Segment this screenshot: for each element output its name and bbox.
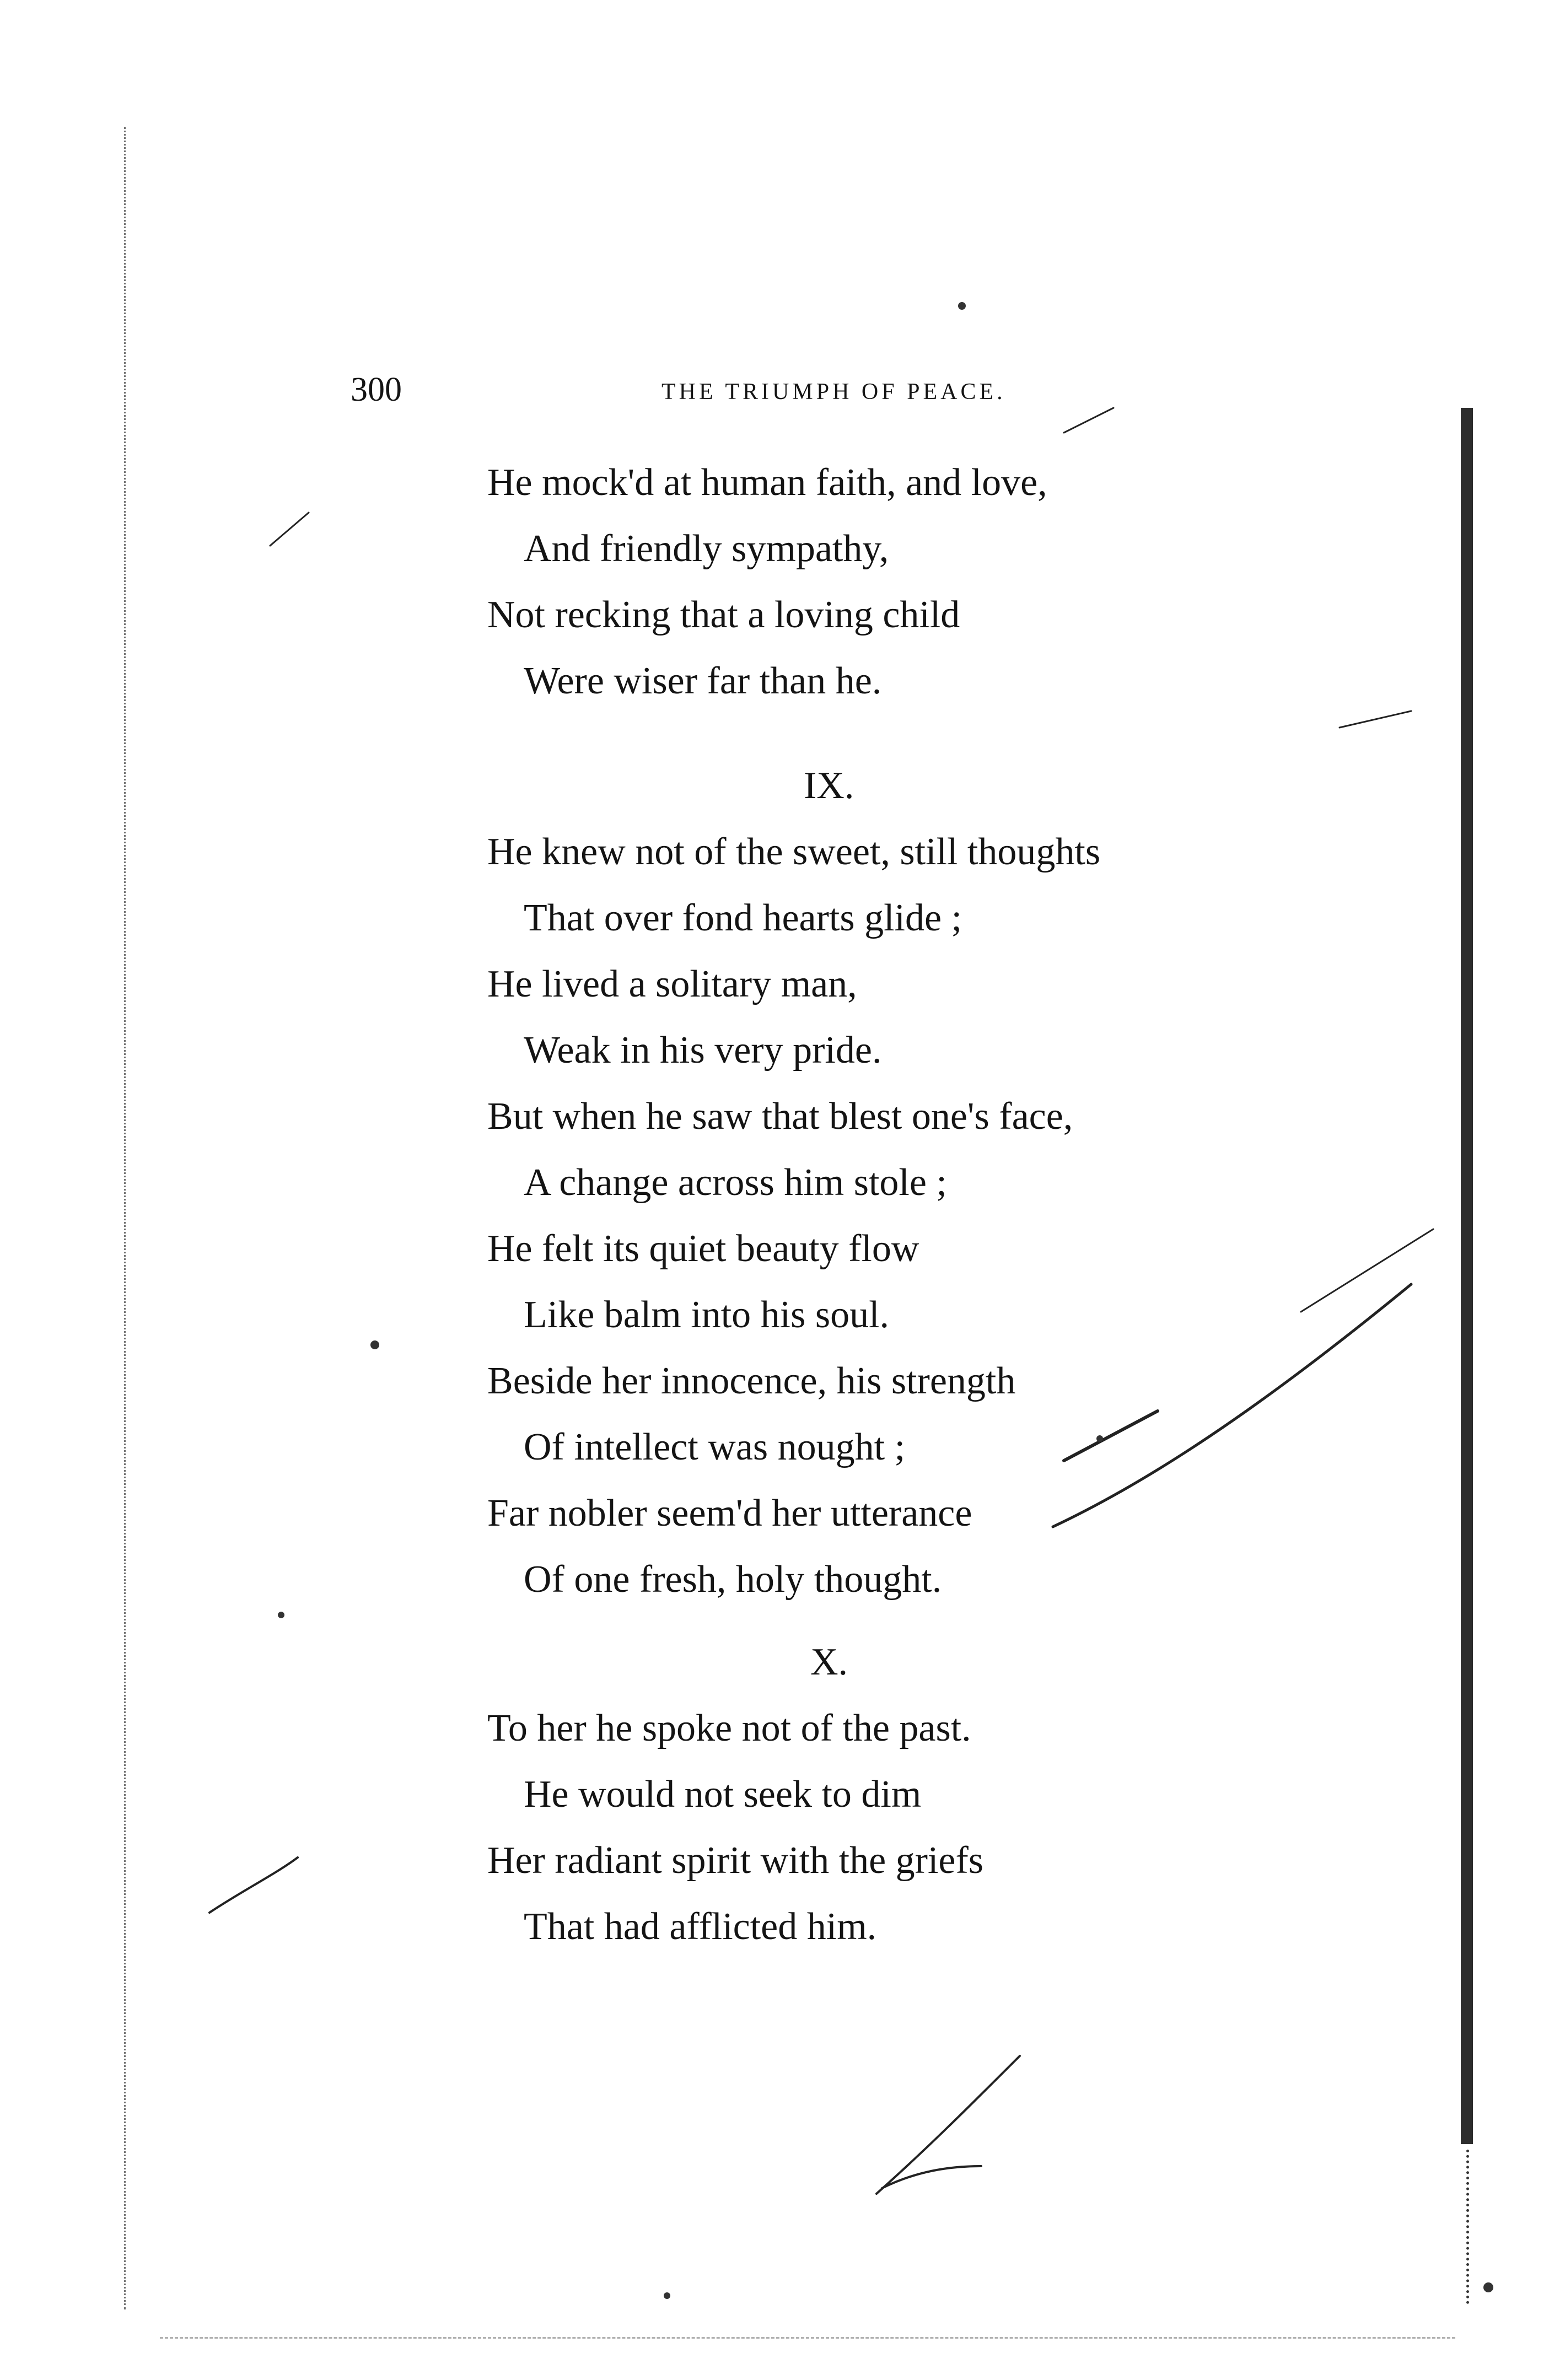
page-number: 300 [351,371,402,408]
poem-line: Far nobler seem'd her utterance [487,1492,972,1534]
stanza-number: X. [810,1641,848,1683]
stray-stroke-upper-right [1301,1229,1433,1312]
poem-line: A change across him stole ; [524,1161,947,1204]
poem-line: Her radiant spirit with the griefs [487,1839,984,1882]
stray-stroke-header [1064,408,1114,433]
poem-line: That over fond hearts glide ; [524,897,962,939]
poem-line: That had afflicted him. [524,1905,877,1948]
poem-line: He would not seek to dim [524,1773,922,1816]
running-title: THE TRIUMPH OF PEACE. [661,379,1006,405]
poem-line: He felt its quiet beauty flow [487,1227,919,1270]
right-page-edge-speckle [1466,2150,1475,2304]
speck [664,2292,670,2299]
speck [278,1612,284,1618]
stanza-number: IX. [804,764,854,807]
poem-line: He mock'd at human faith, and love, [487,461,1047,504]
poem-line: Like balm into his soul. [524,1294,890,1336]
speck [1096,1435,1103,1442]
poem-line: Of one fresh, holy thought. [524,1558,942,1601]
stray-stroke-lower-left [209,1857,298,1913]
speck [1483,2282,1493,2292]
poem-line: To her he spoke not of the past. [487,1707,971,1749]
speck [370,1340,379,1349]
poem-line: But when he saw that blest one's face, [487,1095,1073,1138]
poem-line: Weak in his very pride. [524,1029,882,1071]
speck [958,302,966,310]
poem-line: Of intellect was nought ; [524,1426,906,1468]
stray-stroke-arrow [1064,1411,1158,1461]
stray-stroke-right-mid [1340,711,1411,728]
poem-line: Were wiser far than he. [524,660,882,702]
stray-stroke-bottom-scribble [876,2056,1020,2194]
left-margin-speckle [124,127,128,2309]
poem-line: He knew not of the sweet, still thoughts [487,831,1101,873]
poem-line: Beside her innocence, his strength [487,1360,1016,1402]
stray-stroke-long [1053,1284,1411,1527]
poem-line: He lived a solitary man, [487,963,857,1005]
stray-stroke-left [270,513,309,546]
right-page-edge-shadow [1461,408,1473,2144]
poem-line: And friendly sympathy, [524,527,889,570]
poem-line: Not recking that a loving child [487,594,960,636]
bottom-edge-speckle [160,2337,1455,2340]
